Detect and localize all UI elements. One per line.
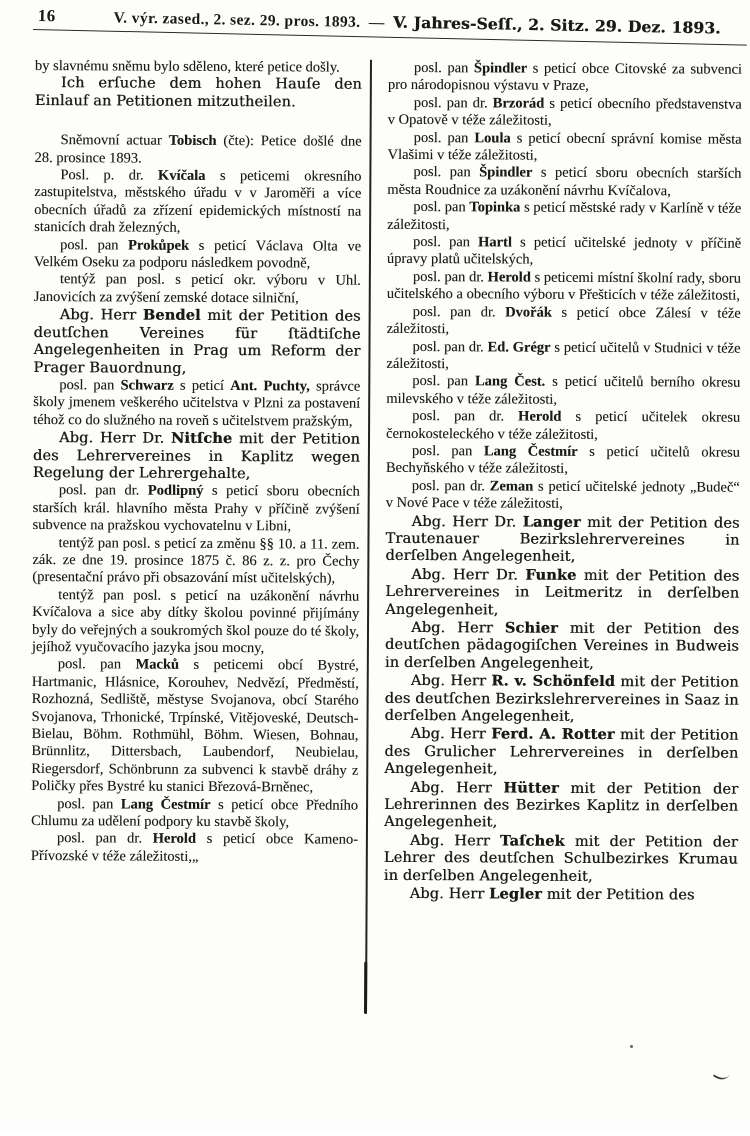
text-run: tentýž pan posl. s peticí okr. výboru v Uhl. Janovicích za zvýšení zemské dotace silniční, bbox=[33, 271, 361, 307]
person-name: Schwarz bbox=[120, 377, 174, 394]
text-run: Abg. Herr bbox=[410, 726, 492, 743]
text-run: posl. pan dr. bbox=[411, 477, 490, 495]
text-run: Posl. p. dr. bbox=[60, 167, 158, 184]
text-run: Abg. Herr bbox=[409, 886, 490, 903]
text-run: Abg. Herr Dr. bbox=[411, 513, 523, 531]
text-run: s peticí sboru obecních starších král. hlavního města Prahy v příčině zvýšení subvence na pražskou vychovatelnu v Libni, bbox=[32, 483, 360, 535]
person-name: Bendel bbox=[142, 306, 201, 325]
person-name: Dvořák bbox=[505, 304, 552, 321]
paragraph bbox=[33, 429, 360, 484]
text-run: posl. pan bbox=[57, 795, 121, 813]
text-run: mit der Petition des deutſchen Bezirkslehrervereines in Saaz in derſelben Angelegenheit, bbox=[384, 674, 739, 725]
right-column bbox=[384, 60, 742, 905]
text-run: s peticí bbox=[173, 377, 231, 394]
paragraph bbox=[31, 656, 359, 797]
text-run: Sněmovní actuar bbox=[60, 132, 169, 149]
paragraph bbox=[32, 587, 359, 658]
person-name: R. v. Schönfeld bbox=[491, 672, 616, 691]
text-run: posl. pan bbox=[59, 236, 129, 254]
column-divider bbox=[365, 60, 372, 1014]
text-run: posl. pan bbox=[413, 129, 475, 146]
text-run: s peticemi okresního zastupitelstva, městského úřadu v v Jaroměři a více obecních úřadů za zřízení epidemických místností na stanicích drah železných, bbox=[34, 167, 362, 237]
person-name: Macků bbox=[135, 656, 180, 674]
paragraph bbox=[33, 377, 360, 431]
text-run: mit der Petition des Lehrervereines in Leitmeritz in derſelben Angelegenheit, bbox=[385, 567, 740, 619]
paragraph bbox=[384, 725, 738, 780]
text-run: s peticí obce Kameno-Přívozské v téže záležitosti,„ bbox=[30, 831, 358, 865]
person-name: Zeman bbox=[489, 478, 534, 495]
text-run: tentýž pan posl. s peticí na uzákonění návrhu Kvíčalova a sice aby dítky školou povinné přijímány byly do veřejných a soukromých škol pouze do té školy, jejíhož vyučovacího jazyka jsou mocny, bbox=[31, 586, 360, 657]
text-run: s peticí obce Předního Chlumu za udělení podpory ku stavbě školy, bbox=[30, 796, 359, 831]
left-column bbox=[31, 58, 362, 867]
paragraph bbox=[386, 373, 740, 410]
paragraph bbox=[387, 304, 741, 341]
text-run: posl. pan dr. bbox=[413, 94, 493, 112]
text-run: s peticí obce Citovské za subvenci pro národopisnou výstavu v Praze, bbox=[387, 60, 742, 95]
paragraph bbox=[386, 478, 740, 515]
paragraph bbox=[32, 535, 359, 589]
person-name: Tobisch bbox=[168, 132, 217, 150]
text-run: mit der Petition der Lehrerinnen des Bezirkes Kaplitz in derſelben Angelegenheit, bbox=[383, 780, 739, 831]
person-name: Taſchek bbox=[499, 832, 565, 850]
paragraph bbox=[387, 129, 741, 166]
person-name: Ed. Grégr bbox=[487, 338, 551, 356]
paragraph bbox=[388, 60, 742, 97]
text-run: Ich erſuche dem hohen Hauſe den Einlauf an Petitionen mitzutheilen. bbox=[34, 75, 362, 111]
person-name: Prokůpek bbox=[128, 237, 190, 254]
text-run: mit der Petition des deutſchen pädagogiſchen Vereines in Budweis in derſelben Angelegenheit, bbox=[384, 620, 740, 672]
text-run: s peticí obecní správní komise města Vlašimi v téže záležitosti, bbox=[387, 130, 742, 164]
text-run: Abg. Herr Dr. bbox=[58, 430, 171, 447]
text-run: s peticí městské rady v Karlíně v téže záležitosti, bbox=[387, 199, 742, 233]
text-run: s peticí učitelské jednoty v příčině úpravy platů učitelských, bbox=[386, 234, 742, 269]
person-name: Brzorád bbox=[492, 95, 545, 112]
person-name: Ant. Puchty, bbox=[230, 377, 310, 395]
text-run: Abg. Herr Dr. bbox=[411, 566, 526, 584]
paragraph bbox=[387, 164, 741, 201]
paragraph bbox=[385, 619, 739, 674]
text-run: posl. pan dr. bbox=[412, 408, 519, 425]
person-name: Špindler bbox=[479, 164, 533, 182]
text-run: s peticí obecního představenstva v Opatově v téže záležitosti, bbox=[387, 95, 742, 129]
text-run: posl. pan dr. bbox=[412, 303, 506, 321]
person-name: Lang Čestmír bbox=[483, 443, 578, 460]
person-name: Topinka bbox=[469, 199, 521, 216]
running-head-separator: — bbox=[368, 14, 385, 32]
text-run: mit der Petition des deutſchen Vereines für ſtädtiſche Angelegenheiten in Prag um Reform der Prager Bauordnung, bbox=[33, 308, 361, 377]
text-run: s peticí sboru obecních starších města Roudnice za uzákonění návrhu Kvíčalova, bbox=[387, 165, 742, 200]
person-name: Funke bbox=[525, 566, 577, 584]
paragraph bbox=[34, 237, 361, 274]
person-name: Legler bbox=[489, 885, 542, 903]
text-run: posl. pan bbox=[412, 373, 476, 390]
paragraph bbox=[34, 167, 361, 238]
text-run: správce školy jmenem veškerého učitelstva v Plzni za postavení téhož co do služného na roveň s učitelstvem pražským, bbox=[33, 378, 361, 430]
text-run: s peticí učitelek okresu černokosteleckého v téže záležitosti, bbox=[385, 408, 741, 443]
person-name: Hartl bbox=[477, 234, 512, 251]
paragraph bbox=[386, 408, 740, 445]
person-name: Hütter bbox=[503, 779, 559, 797]
text-run: mit der Petition des Grulicher Lehrervereines in derſelben Angelegenheit, bbox=[384, 727, 739, 778]
text-run: s peticí učitelů okresu Bechyňského v téže záležitosti, bbox=[385, 443, 740, 478]
paragraph bbox=[388, 95, 742, 132]
paragraph bbox=[385, 672, 739, 727]
text-run: posl. pan dr. bbox=[412, 338, 488, 355]
text-run: by slavnému sněmu bylo sděleno, které petice došly. bbox=[34, 58, 340, 76]
text-run: posl. pan dr. bbox=[58, 482, 148, 499]
ink-speck bbox=[630, 1045, 633, 1048]
person-name: Herold bbox=[152, 831, 196, 848]
text-run: mit der Petition des Lehrervereines in Kaplitz wegen Regelung der Lehrergehalte, bbox=[32, 431, 361, 483]
text-run: s peticemi místní školní rady, sboru učitelského a obecního výboru v Přešticích v téže záležitosti, bbox=[386, 269, 741, 304]
person-name: Loula bbox=[474, 129, 511, 147]
person-name: Langer bbox=[522, 513, 581, 531]
text-run: posl. pan dr. bbox=[412, 268, 488, 286]
person-name: Herold bbox=[518, 408, 562, 425]
paragraph bbox=[35, 58, 362, 77]
person-name: Lang Čestmír bbox=[120, 796, 211, 813]
text-run: Abg. Herr bbox=[59, 307, 143, 324]
paragraph bbox=[34, 132, 361, 169]
text-run: Abg. Herr bbox=[410, 619, 505, 637]
person-name: Schier bbox=[504, 619, 558, 637]
text-run: s peticí učitelské jednoty „Budeč“ v Nové Pace v téže záležitosti, bbox=[385, 478, 740, 512]
text-run: posl. pan bbox=[413, 164, 480, 181]
paragraph bbox=[385, 566, 739, 621]
text-run: s peticí učitelů berního okresu milevského v téže záležitosti, bbox=[386, 373, 741, 408]
text-run: posl. pan bbox=[411, 442, 484, 460]
paragraph bbox=[384, 885, 738, 905]
paragraph bbox=[386, 443, 740, 480]
text-run: s peticí učitelů v Studnici v téže záležitosti, bbox=[386, 339, 741, 373]
paragraph bbox=[31, 830, 358, 867]
text-run: (čte): Petice došlé dne 28. prosince 1893. bbox=[34, 133, 362, 167]
paragraph bbox=[386, 338, 740, 375]
text-run: Abg. Herr bbox=[409, 832, 500, 850]
person-name: Herold bbox=[487, 269, 531, 286]
paragraph bbox=[387, 199, 741, 236]
person-name: Lang Čest. bbox=[474, 373, 546, 390]
paragraph bbox=[34, 271, 361, 308]
text-run: Abg. Herr bbox=[410, 673, 492, 690]
text-run: mit der Petition der Lehrer des deutſchen Schulbezirkes Krumau in derſelben Angelegenheit, bbox=[383, 833, 738, 885]
paragraph bbox=[35, 75, 362, 112]
text-run: Abg. Herr bbox=[410, 779, 504, 797]
person-name: Ferd. A. Rotter bbox=[491, 725, 615, 744]
text-run: posl. pan bbox=[59, 377, 121, 394]
text-run: posl. pan bbox=[413, 199, 470, 216]
paragraph bbox=[387, 269, 741, 306]
text-run: tentýž pan posl. s peticí za změnu §§ 10. a 11. zem. zák. ze dne 19. prosince 1875 č. 86 z. z. pro Čechy (presentační právo při obsazování míst učitelských), bbox=[32, 534, 360, 587]
paragraph bbox=[384, 832, 738, 887]
text-run: s peticí Václava Olta ve Velkém Oseku za podporu následkem povodně, bbox=[33, 237, 362, 272]
paragraph bbox=[385, 512, 739, 567]
paragraph bbox=[33, 482, 360, 536]
person-name: Nitſche bbox=[170, 429, 233, 448]
paragraph bbox=[384, 778, 738, 833]
text-run: posl. pan bbox=[412, 234, 479, 251]
text-run: posl. pan bbox=[57, 656, 136, 673]
text-run: mit der Petition des bbox=[541, 886, 695, 904]
paragraph bbox=[387, 234, 741, 271]
running-head-german: V. Jahres-Seſſ., 2. Sitz. 29. Dez. 1893. bbox=[392, 12, 721, 38]
text-run: s peticí obce Zálesí v téže záležitosti, bbox=[386, 304, 741, 338]
text-run: s peticemi obcí Bystré, Hartmanic, Hlásnice, Korouhev, Nedvězí, Předměstí, Rozhozná, Sedliště, městyse Svojanova, obcí Starého Svojanova, Trhonické, Trpínské, Vitějoveské, Deutsch-Bielau, Böhm. Rothmühl, Böhm. Wiesen, Bohnau, Brünnlitz, Dittersbach, Laubendorf, Neubielau, Riegersdorf, Schönbrunn za subvenci k stavbě dráhy z Poličky přes Bystré ku stanici Březová-Brněnec, bbox=[31, 657, 359, 796]
paragraph bbox=[31, 796, 358, 833]
paragraph bbox=[33, 306, 360, 378]
running-head-czech: V. výr. zased., 2. sez. 29. pros. 1893. bbox=[113, 9, 361, 31]
person-name: Špindler bbox=[473, 60, 528, 77]
text-run: posl. pan bbox=[413, 59, 474, 77]
person-name: Kvíčala bbox=[157, 167, 206, 184]
text-run: mit der Petition des Trautenauer Bezirkslehrervereines in derſelben Angelegenheit, bbox=[385, 514, 740, 566]
text-run: posl. pan dr. bbox=[56, 830, 153, 848]
person-name: Podlipný bbox=[147, 482, 204, 500]
page-number: 16 bbox=[37, 6, 56, 26]
